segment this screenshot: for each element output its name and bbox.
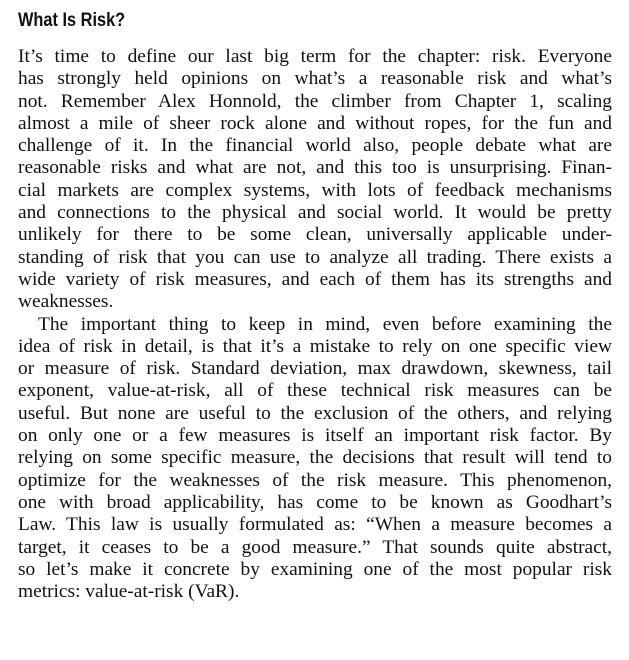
text-line: reasonable risks and what are not, and this too is unsurprising. Finan- <box>18 157 612 179</box>
text-line: useful. But none are useful to the exclusion of the others, and relying <box>18 402 612 424</box>
section-heading: What Is Risk? <box>18 10 126 31</box>
paragraph-2 <box>18 314 612 604</box>
text-line: It’s time to define our last big term for the chapter: risk. Everyone <box>18 46 612 67</box>
text-line: on only one or a few measures is itself an important risk factor. By <box>18 425 612 447</box>
text-line: cial markets are complex systems, with lots of feedback mechanisms <box>18 179 612 201</box>
book-page <box>18 8 612 603</box>
text-line: exponent, value-at-risk, all of these technical risk measures can be <box>18 380 612 402</box>
text-line: one with broad applicability, has come to be known as Goodhart’s <box>18 491 612 513</box>
text-line: or measure of risk. Standard deviation, max drawdown, skewness, tail <box>18 358 612 380</box>
text-line: weaknesses. <box>18 291 114 313</box>
text-line: almost a mile of sheer rock alone and without ropes, for the fun and <box>18 112 612 134</box>
text-line: optimize for the weaknesses of the risk measure. This phenomenon, <box>18 469 612 491</box>
text-line: challenge of it. In the financial world also, people debate what are <box>18 135 612 157</box>
text-line: Law. This law is usually formulated as: “When a measure becomes a <box>18 514 612 536</box>
text-line: and connections to the physical and social world. It would be pretty <box>18 202 612 224</box>
paragraph-1 <box>18 46 612 314</box>
text-line: target, it ceases to be a good measure.” That sounds quite abstract, <box>18 536 612 558</box>
text-line: The important thing to keep in mind, even before examining the <box>38 313 612 335</box>
text-line: wide variety of risk measures, and each of them has its strengths and <box>18 268 612 290</box>
text-line: has strongly held opinions on what’s a reasonable risk and what’s <box>18 68 612 90</box>
text-line: idea of risk in detail, is that it’s a mistake to rely on one specific view <box>18 335 612 357</box>
text-line: relying on some specific measure, the decisions that result will tend to <box>18 447 612 469</box>
text-line: not. Remember Alex Honnold, the climber from Chapter 1, scaling <box>18 90 612 112</box>
text-line: so let’s make it concrete by examining one of the most popular risk <box>18 558 612 580</box>
text-line: standing of risk that you can use to analyze all trading. There exists a <box>18 246 612 268</box>
text-line: metrics: value-at-risk (VaR). <box>18 581 240 603</box>
text-line: unlikely for there to be some clean, universally applicable under- <box>18 224 612 246</box>
